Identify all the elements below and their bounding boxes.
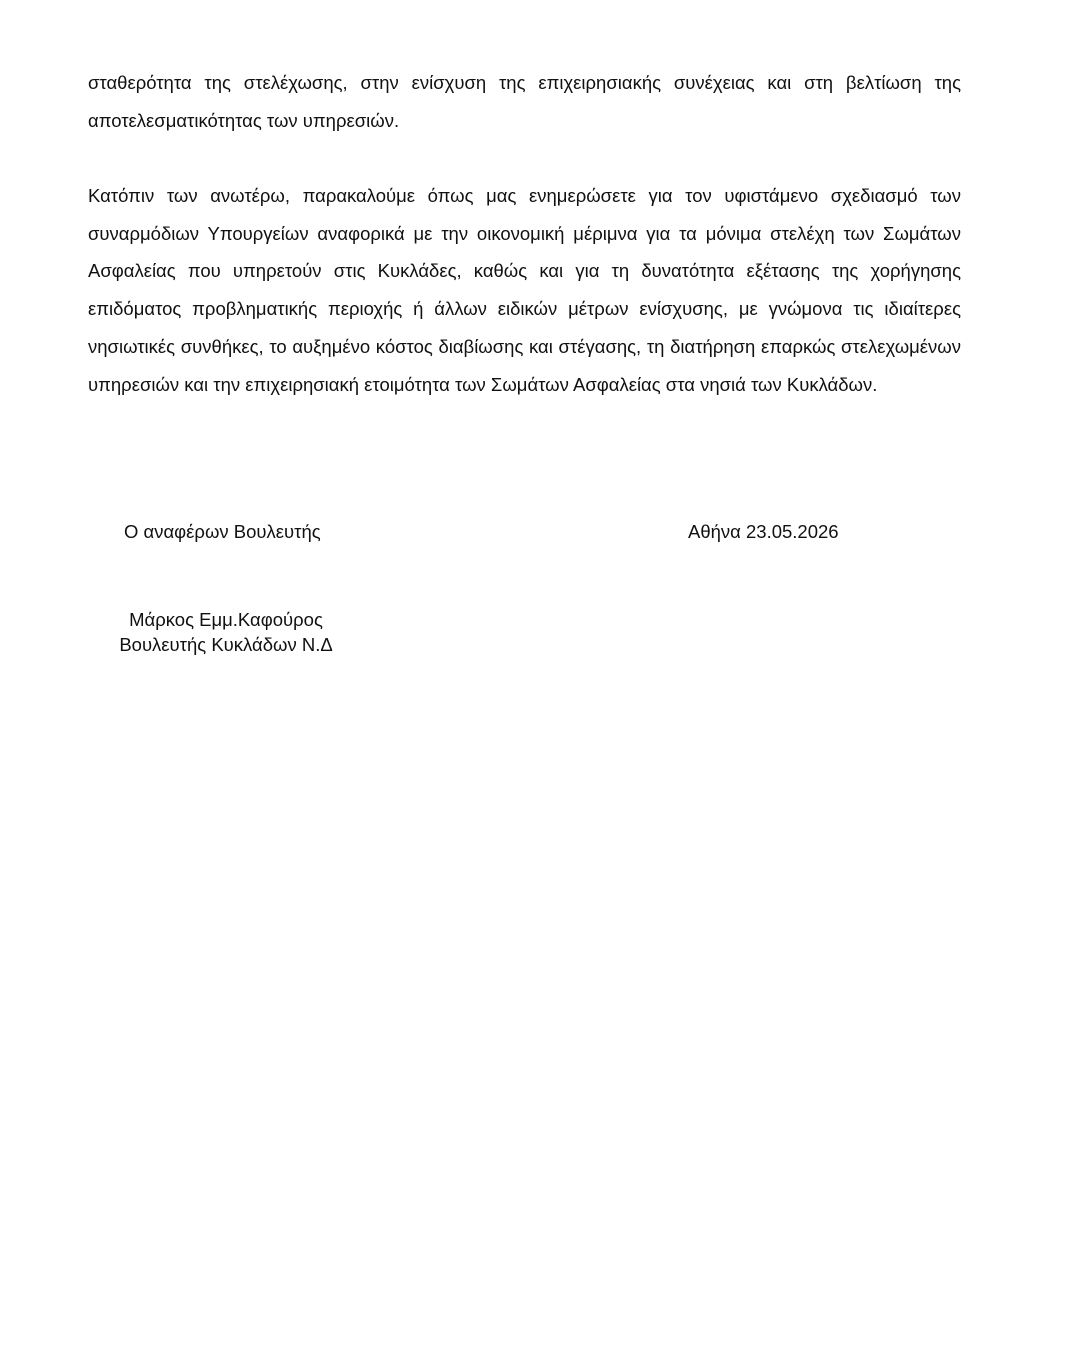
signatory-name: Μάρκος Εμμ.Καφούρος	[129, 609, 323, 630]
signature-label: Ο αναφέρων Βουλευτής	[124, 521, 321, 542]
place-date: Αθήνα 23.05.2026	[688, 521, 839, 542]
body-paragraph-2: Κατόπιν των ανωτέρω, παρακαλούμε όπως μας ενημερώσετε για τον υφιστάμενο σχεδιασμό των συναρμόδιων Υπουργείων αναφορικά με την οικονομική μέριμνα για τα μόνιμα στελέχη των Σωμάτων Ασφαλείας που υπηρετούν στις Κυκλάδες, καθώς και για τη δυνατότητα εξέτασης της χορήγησης επιδόματος προβληματικής περιοχής ή άλλων ειδικών μέτρων ενίσχυσης, με γνώμονα τις ιδιαίτερες νησιωτικές συνθήκες, το αυξημένο κόστος διαβίωσης και στέγασης, τη διατήρηση επαρκώς στελεχωμένων υπηρεσιών και την επιχειρησιακή ετοιμότητα των Σωμάτων Ασφαλείας στα νησιά των Κυκλάδων.	[88, 185, 961, 395]
signatory-block	[88, 608, 364, 657]
signatory-title: Βουλευτής Κυκλάδων Ν.Δ	[119, 633, 333, 655]
body-paragraph-1: σταθερότητα της στελέχωσης, στην ενίσχυση της επιχειρησιακής συνέχειας και στη βελτίωση της αποτελεσματικότητας των υπηρεσιών.	[88, 72, 961, 131]
